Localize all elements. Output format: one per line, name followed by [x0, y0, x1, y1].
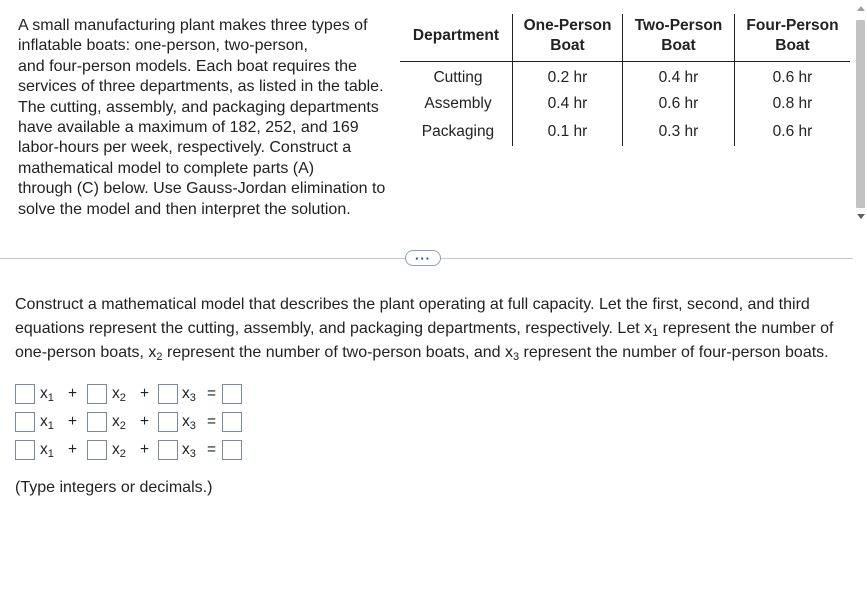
subscript: 3	[512, 351, 520, 363]
x3-coefficient-input[interactable]	[158, 412, 178, 432]
question-instructions	[15, 293, 867, 365]
vertical-scrollbar[interactable]	[853, 0, 867, 228]
var-subscript: 2	[119, 448, 126, 460]
scrollbar-thumb[interactable]	[856, 20, 865, 208]
var-x1	[40, 440, 54, 460]
var-x1	[40, 384, 54, 404]
rhs-input[interactable]	[222, 440, 242, 460]
plus-sign: +	[140, 413, 150, 430]
var-letter: x	[112, 413, 120, 430]
var-letter: x	[112, 385, 120, 402]
header-two-person	[623, 14, 735, 62]
problem-line: labor-hours per week, respectively. Construct a	[18, 139, 352, 157]
problem-line: through (C) below. Use Gauss-Jordan elimination to	[18, 180, 386, 198]
header-department	[400, 14, 513, 62]
var-letter: x	[112, 441, 120, 458]
one-person-cell: 0.4 hr	[513, 90, 623, 118]
dept-cell: Assembly	[400, 90, 513, 118]
var-letter: x	[40, 441, 48, 458]
problem-line: A small manufacturing plant makes three types of	[18, 17, 368, 34]
four-person-cell: 0.8 hr	[772, 95, 813, 112]
table-row	[400, 118, 850, 146]
problem-line: solve the model and then interpret the solution.	[18, 200, 351, 218]
rhs-input[interactable]	[222, 384, 242, 404]
expand-more-button[interactable]	[405, 250, 441, 266]
equals-sign: =	[207, 413, 217, 430]
plus-sign: +	[140, 441, 150, 458]
table-row	[400, 90, 850, 118]
problem-statement	[18, 16, 396, 220]
var-letter: x	[40, 385, 48, 402]
four-person-cell: 0.6 hr	[772, 69, 813, 86]
var-x2	[112, 412, 126, 432]
var-letter: x	[182, 441, 190, 458]
problem-line: services of three departments, as listed in the table.	[18, 78, 384, 96]
instructions-text: represent the number of four-person boats.	[519, 344, 829, 361]
plus-sign: +	[68, 413, 78, 430]
labor-hours-table	[400, 14, 850, 146]
var-x3	[182, 440, 196, 460]
instructions-text: Construct a mathematical model that describes the plant operating at full capacity. Let the first, second, and third equations represent the cutting, assembly, and packaging departments, respectively. Let x	[15, 296, 810, 337]
header-one-person-l2: Boat	[550, 37, 585, 54]
ellipsis-icon: ···	[415, 250, 431, 266]
equals-sign: =	[207, 385, 217, 402]
problem-line: inflatable boats: one-person, two-person,	[18, 37, 308, 55]
subscript: 2	[156, 351, 163, 363]
input-hint: (Type integers or decimals.)	[15, 479, 213, 496]
header-four-person	[735, 14, 851, 62]
var-subscript: 2	[119, 392, 126, 404]
rhs-input[interactable]	[222, 412, 242, 432]
var-subscript: 2	[119, 420, 126, 432]
x1-coefficient-input[interactable]	[15, 412, 35, 432]
subscript: 1	[652, 327, 659, 339]
two-person-cell: 0.6 hr	[623, 90, 735, 118]
scroll-down-arrow-icon[interactable]	[857, 214, 865, 219]
header-one-person	[513, 14, 623, 62]
var-subscript: 1	[47, 420, 54, 432]
instructions-text: represent the number of two-person boats, and x	[162, 344, 513, 361]
header-department-label: Department	[412, 27, 500, 44]
x3-coefficient-input[interactable]	[158, 384, 178, 404]
x2-coefficient-input[interactable]	[87, 384, 107, 404]
x3-coefficient-input[interactable]	[158, 440, 178, 460]
problem-line: have available a maximum of 182, 252, and 169	[18, 119, 359, 137]
var-x2	[112, 440, 126, 460]
scroll-up-arrow-icon[interactable]	[857, 6, 865, 11]
one-person-cell: 0.2 hr	[513, 62, 623, 91]
plus-sign: +	[68, 385, 78, 402]
var-x2	[112, 384, 126, 404]
plus-sign: +	[68, 441, 78, 458]
header-one-person-l1: One-Person	[523, 17, 612, 34]
table-header-row	[400, 14, 850, 62]
one-person-cell: 0.1 hr	[513, 118, 623, 146]
problem-line: and four-person models. Each boat requires the	[18, 57, 357, 75]
var-subscript: 1	[47, 392, 54, 404]
var-letter: x	[182, 385, 190, 402]
dept-cell: Cutting	[400, 62, 513, 91]
two-person-cell: 0.3 hr	[623, 118, 735, 146]
var-x3	[182, 412, 196, 432]
problem-line: mathematical model to complete parts (A)	[18, 159, 315, 177]
four-person-cell: 0.6 hr	[772, 123, 813, 140]
instructions-text: represent the number of one-person boats, x	[15, 320, 834, 361]
var-subscript: 3	[189, 448, 196, 460]
header-two-person-l1: Two-Person	[634, 17, 723, 34]
two-person-cell: 0.4 hr	[623, 62, 735, 91]
x2-coefficient-input[interactable]	[87, 412, 107, 432]
var-letter: x	[40, 413, 48, 430]
var-x1	[40, 412, 54, 432]
x1-coefficient-input[interactable]	[15, 440, 35, 460]
dept-cell: Packaging	[400, 118, 513, 146]
x1-coefficient-input[interactable]	[15, 384, 35, 404]
var-letter: x	[182, 413, 190, 430]
var-subscript: 1	[47, 448, 54, 460]
table-row	[400, 62, 850, 91]
var-subscript: 3	[189, 420, 196, 432]
var-subscript: 3	[189, 392, 196, 404]
x2-coefficient-input[interactable]	[87, 440, 107, 460]
var-x3	[182, 384, 196, 404]
equals-sign: =	[207, 441, 217, 458]
plus-sign: +	[140, 385, 150, 402]
problem-line: The cutting, assembly, and packaging departments	[18, 98, 379, 116]
header-four-person-l2: Boat	[775, 37, 810, 54]
header-two-person-l2: Boat	[661, 37, 696, 54]
header-four-person-l1: Four-Person	[746, 17, 839, 34]
